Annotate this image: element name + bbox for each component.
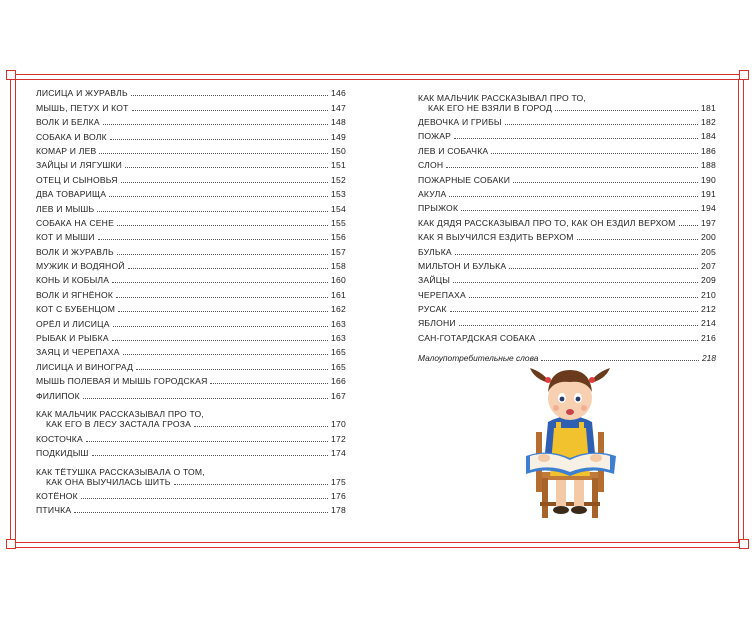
toc-entry-title: ОТЕЦ И СЫНОВЬЯ [36, 174, 118, 185]
toc-entry-page: 154 [331, 203, 346, 214]
toc-entry-page: 158 [331, 261, 346, 272]
toc-entry-page: 162 [331, 304, 346, 315]
dot-leader [121, 182, 328, 183]
toc-entry [36, 98, 346, 112]
toc-entry-page: 191 [701, 188, 716, 199]
toc-entry-page: 214 [701, 318, 716, 329]
toc-entry-title: МУЖИК И ВОДЯНОЙ [36, 261, 125, 272]
toc-entry-title: КАК Я ВЫУЧИЛСЯ ЕЗДИТЬ ВЕРХОМ [418, 232, 574, 243]
toc-entry-title: СОБАКА НА СЕНЕ [36, 217, 115, 228]
toc-entry-title: ПРЫЖОК [418, 203, 459, 214]
dot-leader [103, 124, 328, 125]
dot-leader [113, 326, 328, 327]
toc-entry [36, 357, 346, 371]
toc-entry-title: КОМАР И ЛЕВ [36, 145, 97, 156]
dot-leader [125, 167, 328, 168]
toc-entry-page: 165 [331, 361, 346, 372]
toc-entry-page: 153 [331, 189, 346, 200]
dot-leader [509, 268, 698, 269]
toc-entry-page: 182 [701, 116, 716, 127]
toc-entry-page: 207 [701, 260, 716, 271]
dot-leader [83, 398, 328, 399]
toc-entry [36, 487, 346, 501]
toc-entry-page: 157 [331, 246, 346, 257]
toc-entry-title: ПОЖАРНЫЕ СОБАКИ [418, 174, 511, 185]
toc-entry-title: ПОЖАР [418, 131, 452, 142]
toc-entry-page: 212 [701, 304, 716, 315]
toc-entry-page: 167 [331, 390, 346, 401]
toc-entry-page: 184 [701, 131, 716, 142]
toc-entry [36, 113, 346, 127]
toc-entry [36, 501, 346, 515]
toc-entry [418, 314, 716, 328]
toc-entry [418, 84, 716, 113]
dot-leader [210, 383, 328, 384]
dot-leader [469, 297, 698, 298]
toc-entry [418, 228, 716, 242]
dot-leader [132, 110, 328, 111]
toc-entry [36, 285, 346, 299]
toc-entry-page: 209 [701, 275, 716, 286]
toc-entry [36, 142, 346, 156]
toc-entry-title-continued: КАК ЕГО В ЛЕСУ ЗАСТАЛА ГРОЗА [46, 419, 192, 430]
toc-entry [418, 300, 716, 314]
toc-entry [418, 113, 716, 127]
toc-entry [36, 242, 346, 256]
toc-entry [36, 343, 346, 357]
toc-entry-title: КОТ И МЫШИ [36, 232, 95, 243]
dot-leader [555, 110, 698, 111]
dot-leader [86, 441, 328, 442]
toc-entry-page: 155 [331, 217, 346, 228]
toc-entry-page: 178 [331, 505, 346, 516]
toc-entry-page: 163 [331, 333, 346, 344]
toc-entry-page: 150 [331, 145, 346, 156]
toc-entry [36, 84, 346, 98]
toc-entry [418, 199, 716, 213]
toc-entry [36, 257, 346, 271]
toc-entry-page: 163 [331, 318, 346, 329]
dot-leader [136, 369, 328, 370]
toc-entry [36, 300, 346, 314]
border-corner-ornament [6, 539, 16, 549]
toc-entry-title: КОТЁНОК [36, 490, 78, 501]
toc-entry-title: САН-ГОТАРДСКАЯ СОБАКА [418, 332, 536, 343]
toc-entry-title: ДВА ТОВАРИЩА [36, 189, 107, 200]
toc-entry-page: 160 [331, 275, 346, 286]
toc-entry-title: КОСТОЧКА [36, 433, 83, 444]
toc-entry-page: 146 [331, 88, 346, 99]
toc-entry-page: 172 [331, 433, 346, 444]
toc-entry-page: 165 [331, 347, 346, 358]
dot-leader [109, 196, 328, 197]
dot-leader [123, 354, 328, 355]
border-corner-ornament [6, 70, 16, 80]
dot-leader [128, 268, 328, 269]
toc-entry [418, 127, 716, 141]
dot-leader [117, 254, 328, 255]
toc-entry [418, 242, 716, 256]
dot-leader [116, 297, 328, 298]
toc-entry [36, 329, 346, 343]
toc-entry-page: 200 [701, 232, 716, 243]
dot-leader [454, 138, 698, 139]
toc-entry [418, 185, 716, 199]
toc-entry [36, 271, 346, 285]
toc-entry [418, 213, 716, 227]
dot-leader [461, 210, 698, 211]
toc-entry-page: 186 [701, 145, 716, 156]
border-corner-ornament [739, 70, 749, 80]
toc-entry-title: ВОЛК И ЯГНЁНОК [36, 289, 114, 300]
toc-entry-page: 175 [331, 476, 346, 487]
girl-reading-book-illustration [520, 352, 620, 522]
toc-entry [36, 314, 346, 328]
toc-entry-title: РУСАК [418, 304, 447, 315]
toc-entry-title: СОБАКА И ВОЛК [36, 131, 107, 142]
toc-entry-title: ФИЛИПОК [36, 390, 80, 401]
toc-entry [418, 257, 716, 271]
toc-entry [36, 458, 346, 487]
toc-left-column [36, 84, 346, 515]
toc-entry-title: КОТ С БУБЕНЦОМ [36, 304, 116, 315]
dot-leader [194, 426, 328, 427]
toc-entry [36, 127, 346, 141]
toc-entry-page: 176 [331, 490, 346, 501]
toc-entry-title: КАК МАЛЬЧИК РАССКАЗЫВАЛ ПРО ТО, [36, 409, 204, 420]
toc-entry-page: 205 [701, 246, 716, 257]
dot-leader [92, 455, 328, 456]
dot-leader [112, 282, 328, 283]
toc-entry-title: ЯБЛОНИ [418, 318, 456, 329]
dot-leader [491, 153, 698, 154]
glossary-title: Малоупотребительные слова [418, 353, 539, 364]
toc-right-column [418, 84, 716, 363]
toc-entry-title-continued: КАК ЕГО НЕ ВЗЯЛИ В ГОРОД [428, 102, 553, 113]
toc-entry-title: АКУЛА [418, 188, 447, 199]
toc-entry [36, 214, 346, 228]
toc-entry-title: ПОДКИДЫШ [36, 447, 89, 458]
toc-entry [418, 141, 716, 155]
dot-leader [99, 153, 328, 154]
toc-entry-title: ВОЛК И ЖУРАВЛЬ [36, 246, 114, 257]
toc-entry-page: 147 [331, 102, 346, 113]
toc-entry-title: РЫБАК И РЫБКА [36, 333, 109, 344]
toc-entry [36, 185, 346, 199]
dot-leader [450, 311, 698, 312]
toc-entry [36, 386, 346, 400]
dot-leader [455, 254, 698, 255]
toc-entry-title: ЗАЙЦЫ И ЛЯГУШКИ [36, 160, 123, 171]
toc-entry-title: КАК МАЛЬЧИК РАССКАЗЫВАЛ ПРО ТО, [418, 92, 586, 103]
dot-leader [117, 225, 328, 226]
toc-entry-page: 170 [331, 419, 346, 430]
toc-entry [418, 156, 716, 170]
toc-entry-title: МЫШЬ, ПЕТУХ И КОТ [36, 102, 129, 113]
toc-entry-title: ЛИСИЦА И ЖУРАВЛЬ [36, 88, 128, 99]
toc-entry [418, 271, 716, 285]
dot-leader [513, 182, 698, 183]
toc-entry-title: КОНЬ И КОБЫЛА [36, 275, 110, 286]
toc-entry-page: 190 [701, 174, 716, 185]
dot-leader [453, 282, 698, 283]
toc-entry-title: ЛИСИЦА И ВИНОГРАД [36, 361, 134, 372]
toc-entry [418, 285, 716, 299]
dot-leader [459, 325, 698, 326]
toc-entry-title: КАК ТЁТУШКА РАССКАЗЫВАЛА О ТОМ, [36, 466, 205, 477]
dot-leader [74, 512, 328, 513]
toc-entry-page: 197 [701, 217, 716, 228]
dot-leader [446, 167, 698, 168]
dot-leader [174, 484, 328, 485]
toc-entry [418, 328, 716, 342]
toc-entry-page: 151 [331, 160, 346, 171]
toc-entry-title: ЧЕРЕПАХА [418, 289, 466, 300]
toc-entry [36, 170, 346, 184]
toc-entry-title: МЫШЬ ПОЛЕВАЯ И МЫШЬ ГОРОДСКАЯ [36, 376, 208, 387]
border-corner-ornament [739, 539, 749, 549]
toc-entry [418, 170, 716, 184]
dot-leader [98, 239, 328, 240]
dot-leader [118, 311, 328, 312]
toc-entry-title: ЗАЙЦЫ [418, 275, 451, 286]
toc-entry-title: ДЕВОЧКА И ГРИБЫ [418, 116, 502, 127]
toc-entry-title: ЛЕВ И МЫШЬ [36, 203, 95, 214]
toc-entry-page: 194 [701, 203, 716, 214]
dot-leader [97, 211, 328, 212]
toc-entry-title: МИЛЬТОН И БУЛЬКА [418, 260, 507, 271]
dot-leader [679, 225, 699, 226]
dot-leader [539, 340, 698, 341]
toc-entry [36, 228, 346, 242]
toc-entry-title: ОРЁЛ И ЛИСИЦА [36, 318, 110, 329]
toc-entry-page: 148 [331, 117, 346, 128]
toc-entry [36, 401, 346, 430]
toc-entry-page: 188 [701, 160, 716, 171]
dot-leader [131, 95, 328, 96]
toc-entry-page: 174 [331, 447, 346, 458]
dot-leader [449, 196, 698, 197]
dot-leader [81, 498, 328, 499]
dot-leader [577, 239, 698, 240]
toc-entry [36, 199, 346, 213]
toc-entry-page: 161 [331, 289, 346, 300]
toc-entry [36, 429, 346, 443]
toc-entry-page: 149 [331, 131, 346, 142]
dot-leader [112, 340, 328, 341]
toc-entry-title: ПТИЧКА [36, 505, 72, 516]
dot-leader [110, 139, 328, 140]
toc-entry-page: 210 [701, 289, 716, 300]
toc-entry [36, 372, 346, 386]
toc-entry-title: СЛОН [418, 160, 444, 171]
toc-entry-page: 152 [331, 174, 346, 185]
glossary-page: 218 [702, 353, 716, 364]
toc-entry-title-continued: КАК ОНА ВЫУЧИЛАСЬ ШИТЬ [46, 476, 171, 487]
toc-entry-title: ЗАЯЦ И ЧЕРЕПАХА [36, 347, 120, 358]
dot-leader [505, 124, 698, 125]
toc-entry-title: ВОЛК И БЕЛКА [36, 117, 100, 128]
toc-entry-page: 166 [331, 376, 346, 387]
toc-entry-title: КАК ДЯДЯ РАССКАЗЫВАЛ ПРО ТО, КАК ОН ЕЗДИЛ ВЕРХОМ [418, 217, 676, 228]
toc-entry-title: БУЛЬКА [418, 246, 452, 257]
toc-entry [36, 444, 346, 458]
toc-entry [36, 156, 346, 170]
toc-entry-title: ЛЕВ И СОБАЧКА [418, 145, 489, 156]
toc-entry-page: 216 [701, 332, 716, 343]
toc-entry-page: 156 [331, 232, 346, 243]
toc-entry-page: 181 [701, 102, 716, 113]
